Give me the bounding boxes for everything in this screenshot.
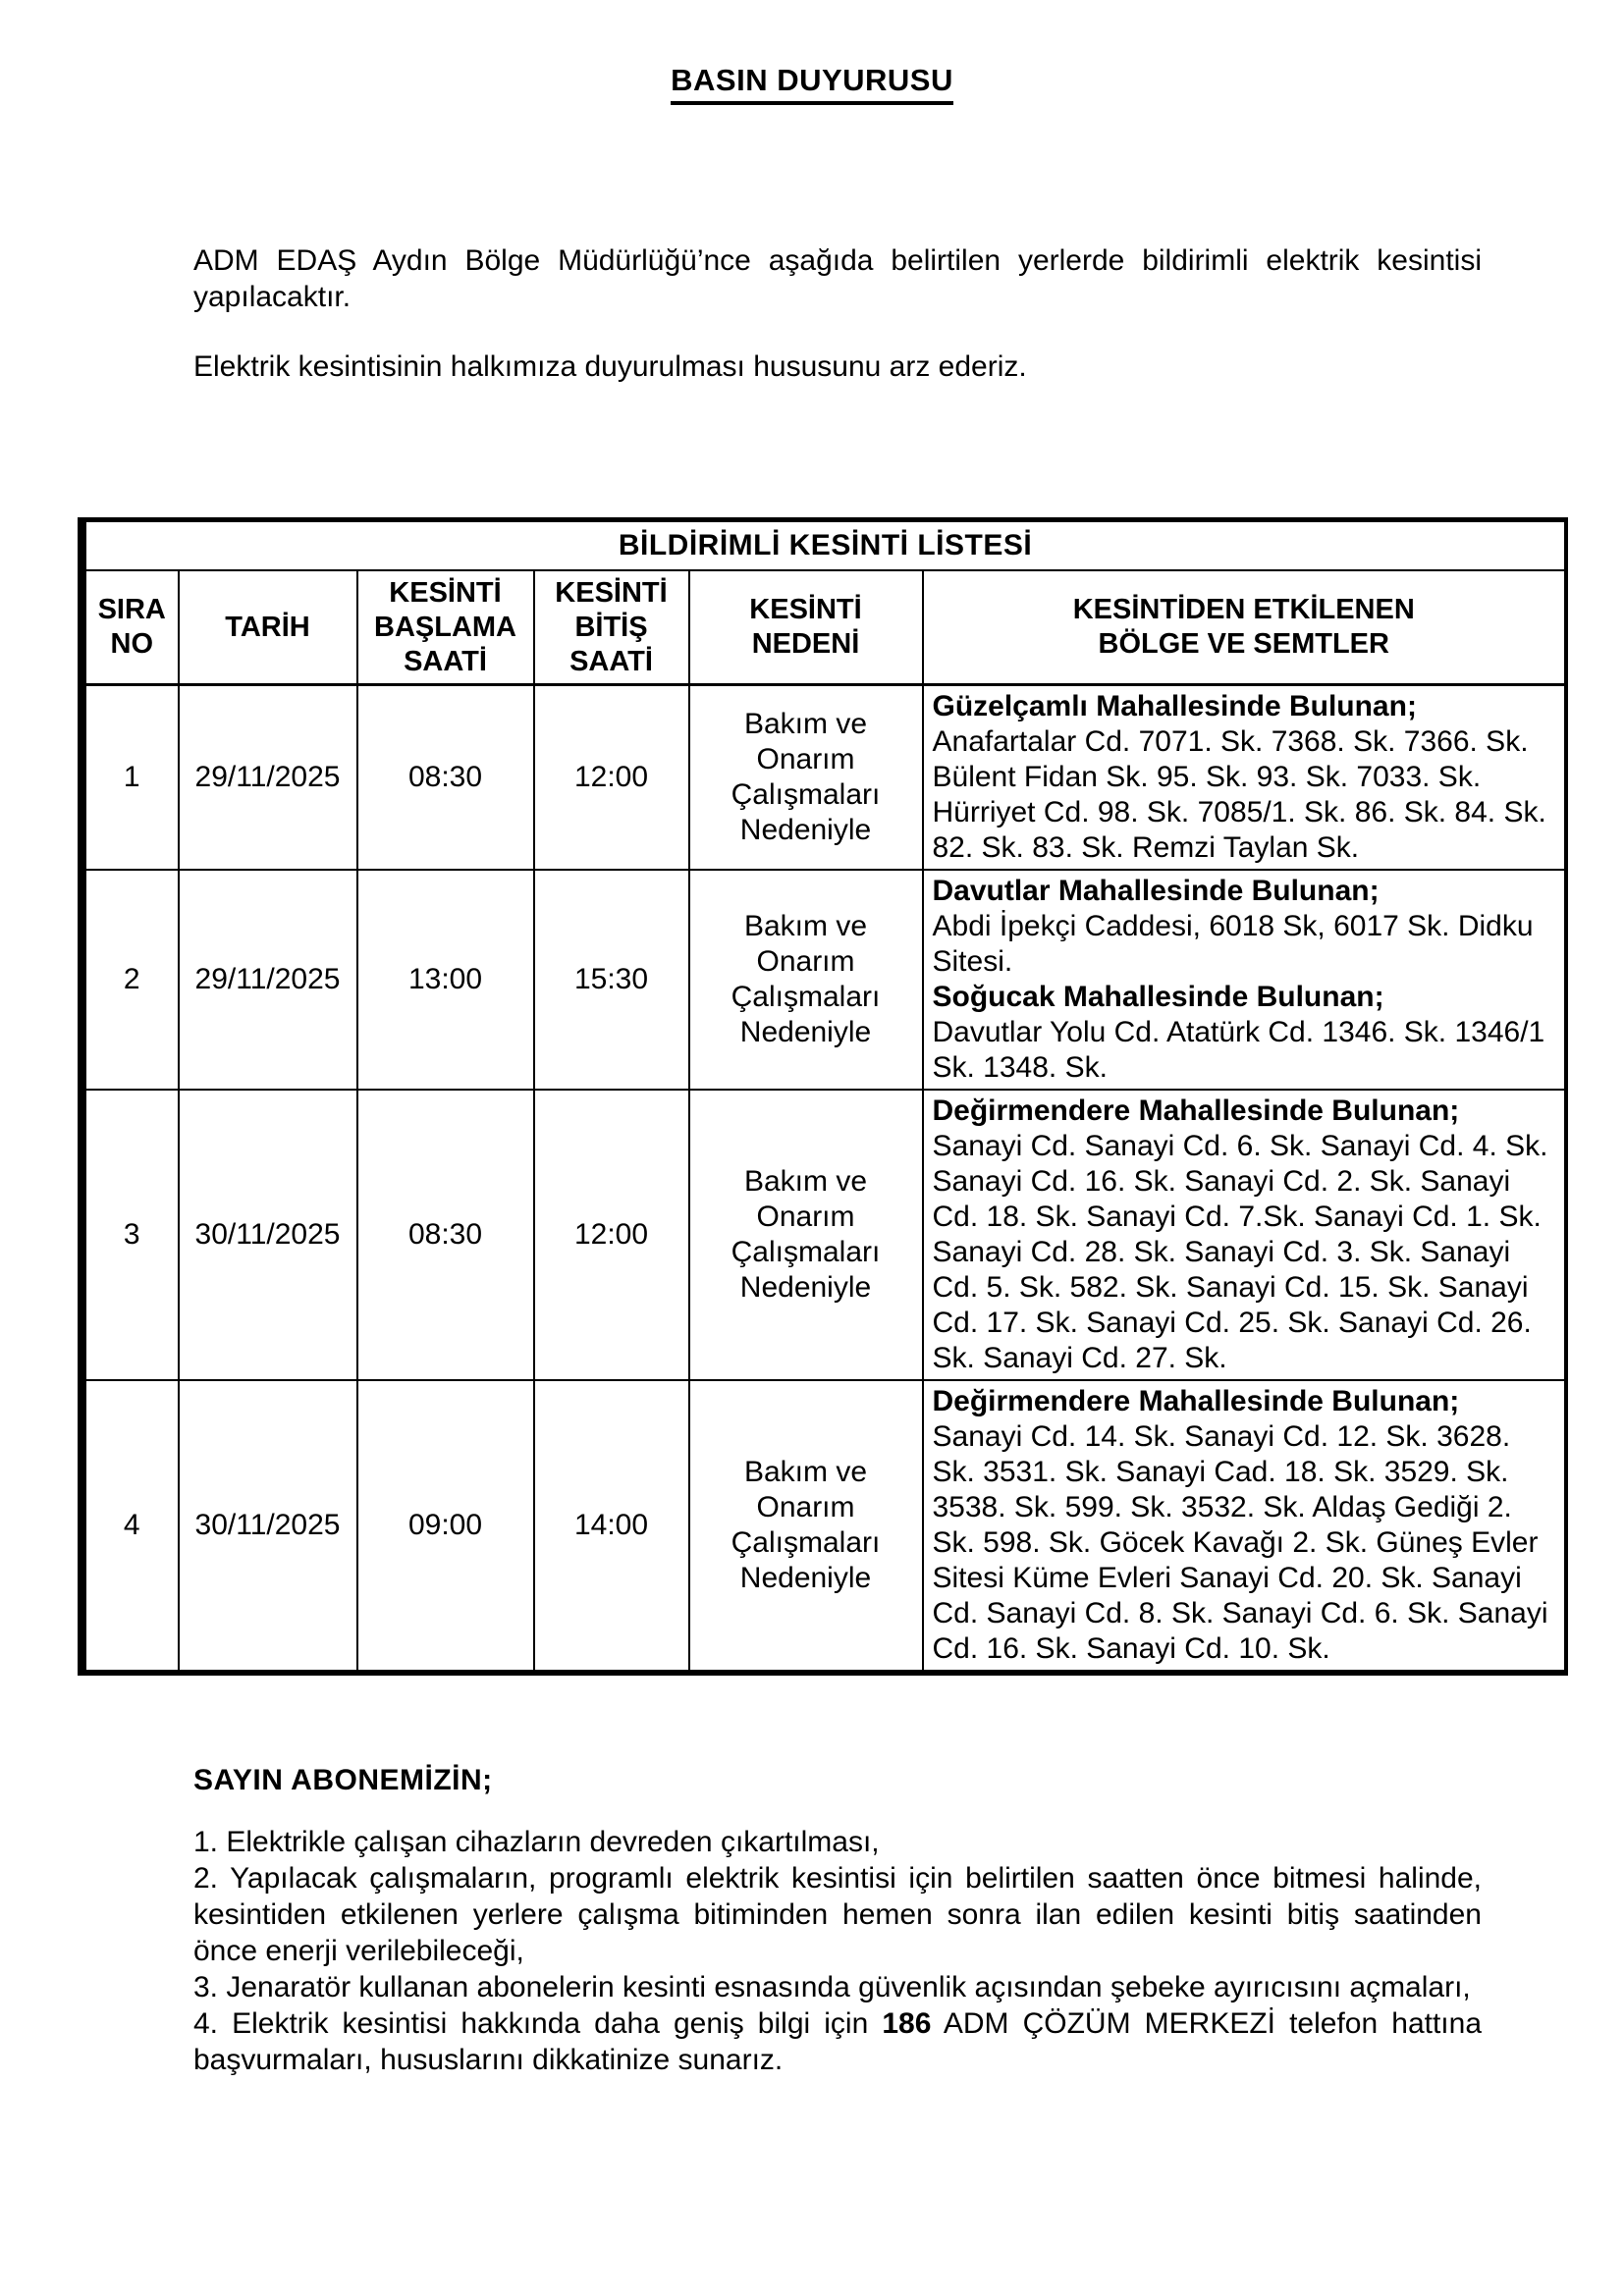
bold-text-segment: Soğucak Mahallesinde Bulunan; [932,981,1384,1013]
table-header-row [82,570,1567,685]
text-segment: Anafartalar Cd. 7071. Sk. 7368. Sk. 7366. Sk. Bülent Fidan Sk. 95. Sk. 93. Sk. 7033. Sk. Hürriyet Cd. 98. Sk. 7085/1. Sk. 86. Sk. 84. Sk. 82. Sk. 83. Sk. Remzi Taylan Sk. [932,725,1546,864]
list-item [193,2005,1482,2078]
header-baslama-label: KESİNTİ BAŞLAMA SAATİ [374,576,516,677]
list-item [193,1860,1482,1969]
cell-neden [689,1090,923,1380]
cell-neden [689,685,923,871]
cell-tarih: 30/11/2025 [179,1380,357,1673]
header-tarih-label: TARİH [225,611,310,643]
cell-bitis: 12:00 [534,685,689,871]
header-bolge [923,570,1567,685]
cell-baslama: 08:30 [357,685,534,871]
outage-table [78,517,1568,1676]
cell-bitis: 14:00 [534,1380,689,1673]
cell-tarih: 30/11/2025 [179,1090,357,1380]
cell-neden-text: Bakım ve Onarım Çalışmaları Nedeniyle [731,1165,881,1304]
text-segment: Sanayi Cd. Sanayi Cd. 6. Sk. Sanayi Cd. 4. Sk. Sanayi Cd. 16. Sk. Sanayi Cd. 2. Sk. Sanayi Cd. 18. Sk. Sanayi Cd. 7.Sk. Sanayi Cd. 1. Sk. Sanayi Cd. 28. Sk. Sanayi Cd. 3. Sk. Sanayi Cd. 5. Sk. 582. Sk. Sanayi Cd. 15. Sk. Sanayi Cd. 17. Sk. Sanayi Cd. 25. Sk. Sanayi Cd. 26. Sk. Sanayi Cd. 27. Sk. [932,1130,1548,1374]
cell-bolge [923,685,1567,871]
cell-bitis: 12:00 [534,1090,689,1380]
footer-heading: SAYIN ABONEMİZİN; [193,1764,493,1796]
cell-baslama: 09:00 [357,1380,534,1673]
text-segment: 1. Elektrikle çalışan cihazların devreden çıkartılması, [193,1826,880,1858]
table-row [82,1380,1567,1673]
cell-bolge [923,870,1567,1090]
cell-bolge [923,1380,1567,1673]
cell-baslama: 13:00 [357,870,534,1090]
header-bitis-label: KESİNTİ BİTİŞ SAATİ [555,576,668,677]
cell-tarih: 29/11/2025 [179,685,357,871]
bold-text-segment: Davutlar Mahallesinde Bulunan; [932,875,1380,907]
text-segment: ADM ÇÖZÜM MERKEZİ telefon hattına başvurmaları, hususlarını dikkatinize sunarız. [193,2007,1483,2076]
cell-sira-no: 3 [82,1090,179,1380]
text-segment: Abdi İpekçi Caddesi, 6018 Sk, 6017 Sk. Didku Sitesi. [932,910,1534,978]
bold-text-segment: 186 [882,2007,932,2040]
header-bolge-label: KESİNTİDEN ETKİLENEN BÖLGE VE SEMTLER [1072,594,1415,660]
text-segment: Sanayi Cd. 14. Sk. Sanayi Cd. 12. Sk. 3628. Sk. 3531. Sk. Sanayi Cad. 18. Sk. 3529. Sk. 3538. Sk. 599. Sk. 3532. Sk. Aldaş Gediği 2. Sk. 598. Sk. Göcek Kavağı 2. Sk. Güneş Evler Sitesi Küme Evleri Sanayi Cd. 20. Sk. Sanayi Cd. Sanayi Cd. 8. Sk. Sanayi Cd. 6. Sk. Sanayi Cd. 16. Sk. Sanayi Cd. 10. Sk. [932,1420,1548,1665]
header-sira-no [82,570,179,685]
page-title: BASIN DUYURUSU [671,63,953,105]
cell-neden-text: Bakım ve Onarım Çalışmaları Nedeniyle [731,708,881,846]
cell-neden-text: Bakım ve Onarım Çalışmaları Nedeniyle [731,1456,881,1594]
cell-baslama: 08:30 [357,1090,534,1380]
cell-sira-no: 1 [82,685,179,871]
cell-neden [689,1380,923,1673]
footer-notice-list [193,1824,1482,2078]
table-title-row [82,520,1567,571]
cell-sira-no: 2 [82,870,179,1090]
header-tarih [179,570,357,685]
table-row [82,870,1567,1090]
cell-sira-no: 4 [82,1380,179,1673]
text-segment: Davutlar Yolu Cd. Atatürk Cd. 1346. Sk. 1346/1 Sk. 1348. Sk. [932,1016,1545,1084]
text-segment: 2. Yapılacak çalışmaların, programlı elektrik kesintisi için belirtilen saatten önce bitmesi halinde, kesintiden etkilenen yerlere çalışma bitiminden hemen sonra ilan edilen kesinti bitiş saatinden önce enerji verilebileceği, [193,1862,1482,1967]
list-item [193,1969,1482,2005]
header-baslama [357,570,534,685]
outage-table-wrap [78,517,1568,1676]
bold-text-segment: Güzelçamlı Mahallesinde Bulunan; [932,690,1417,722]
bold-text-segment: Değirmendere Mahallesinde Bulunan; [932,1385,1460,1417]
cell-tarih: 29/11/2025 [179,870,357,1090]
header-neden-label: KESİNTİ NEDENİ [749,594,862,660]
cell-neden [689,870,923,1090]
intro-paragraph-2: Elektrik kesintisinin halkımıza duyurulması hususunu arz ederiz. [193,350,1027,383]
intro-paragraph-1: ADM EDAŞ Aydın Bölge Müdürlüğü’nce aşağıda belirtilen yerlerde bildirimli elektrik kesintisi yapılacaktır. [193,244,1482,313]
header-neden [689,570,923,685]
document-title-wrap [0,63,1624,105]
list-item [193,1824,1482,1860]
cell-neden-text: Bakım ve Onarım Çalışmaları Nedeniyle [731,910,881,1048]
header-sira-no-label: SIRA NO [97,594,166,660]
text-segment: 4. Elektrik kesintisi hakkında daha geniş bilgi için [193,2007,883,2040]
cell-bolge [923,1090,1567,1380]
bold-text-segment: Değirmendere Mahallesinde Bulunan; [932,1095,1460,1127]
table-row [82,685,1567,871]
cell-bitis: 15:30 [534,870,689,1090]
text-segment: 3. Jenaratör kullanan abonelerin kesinti esnasında güvenlik açısından şebeke ayırıcısını açmaları, [193,1971,1471,2003]
table-title: BİLDİRİMLİ KESİNTİ LİSTESİ [82,520,1567,571]
table-row [82,1090,1567,1380]
header-bitis [534,570,689,685]
